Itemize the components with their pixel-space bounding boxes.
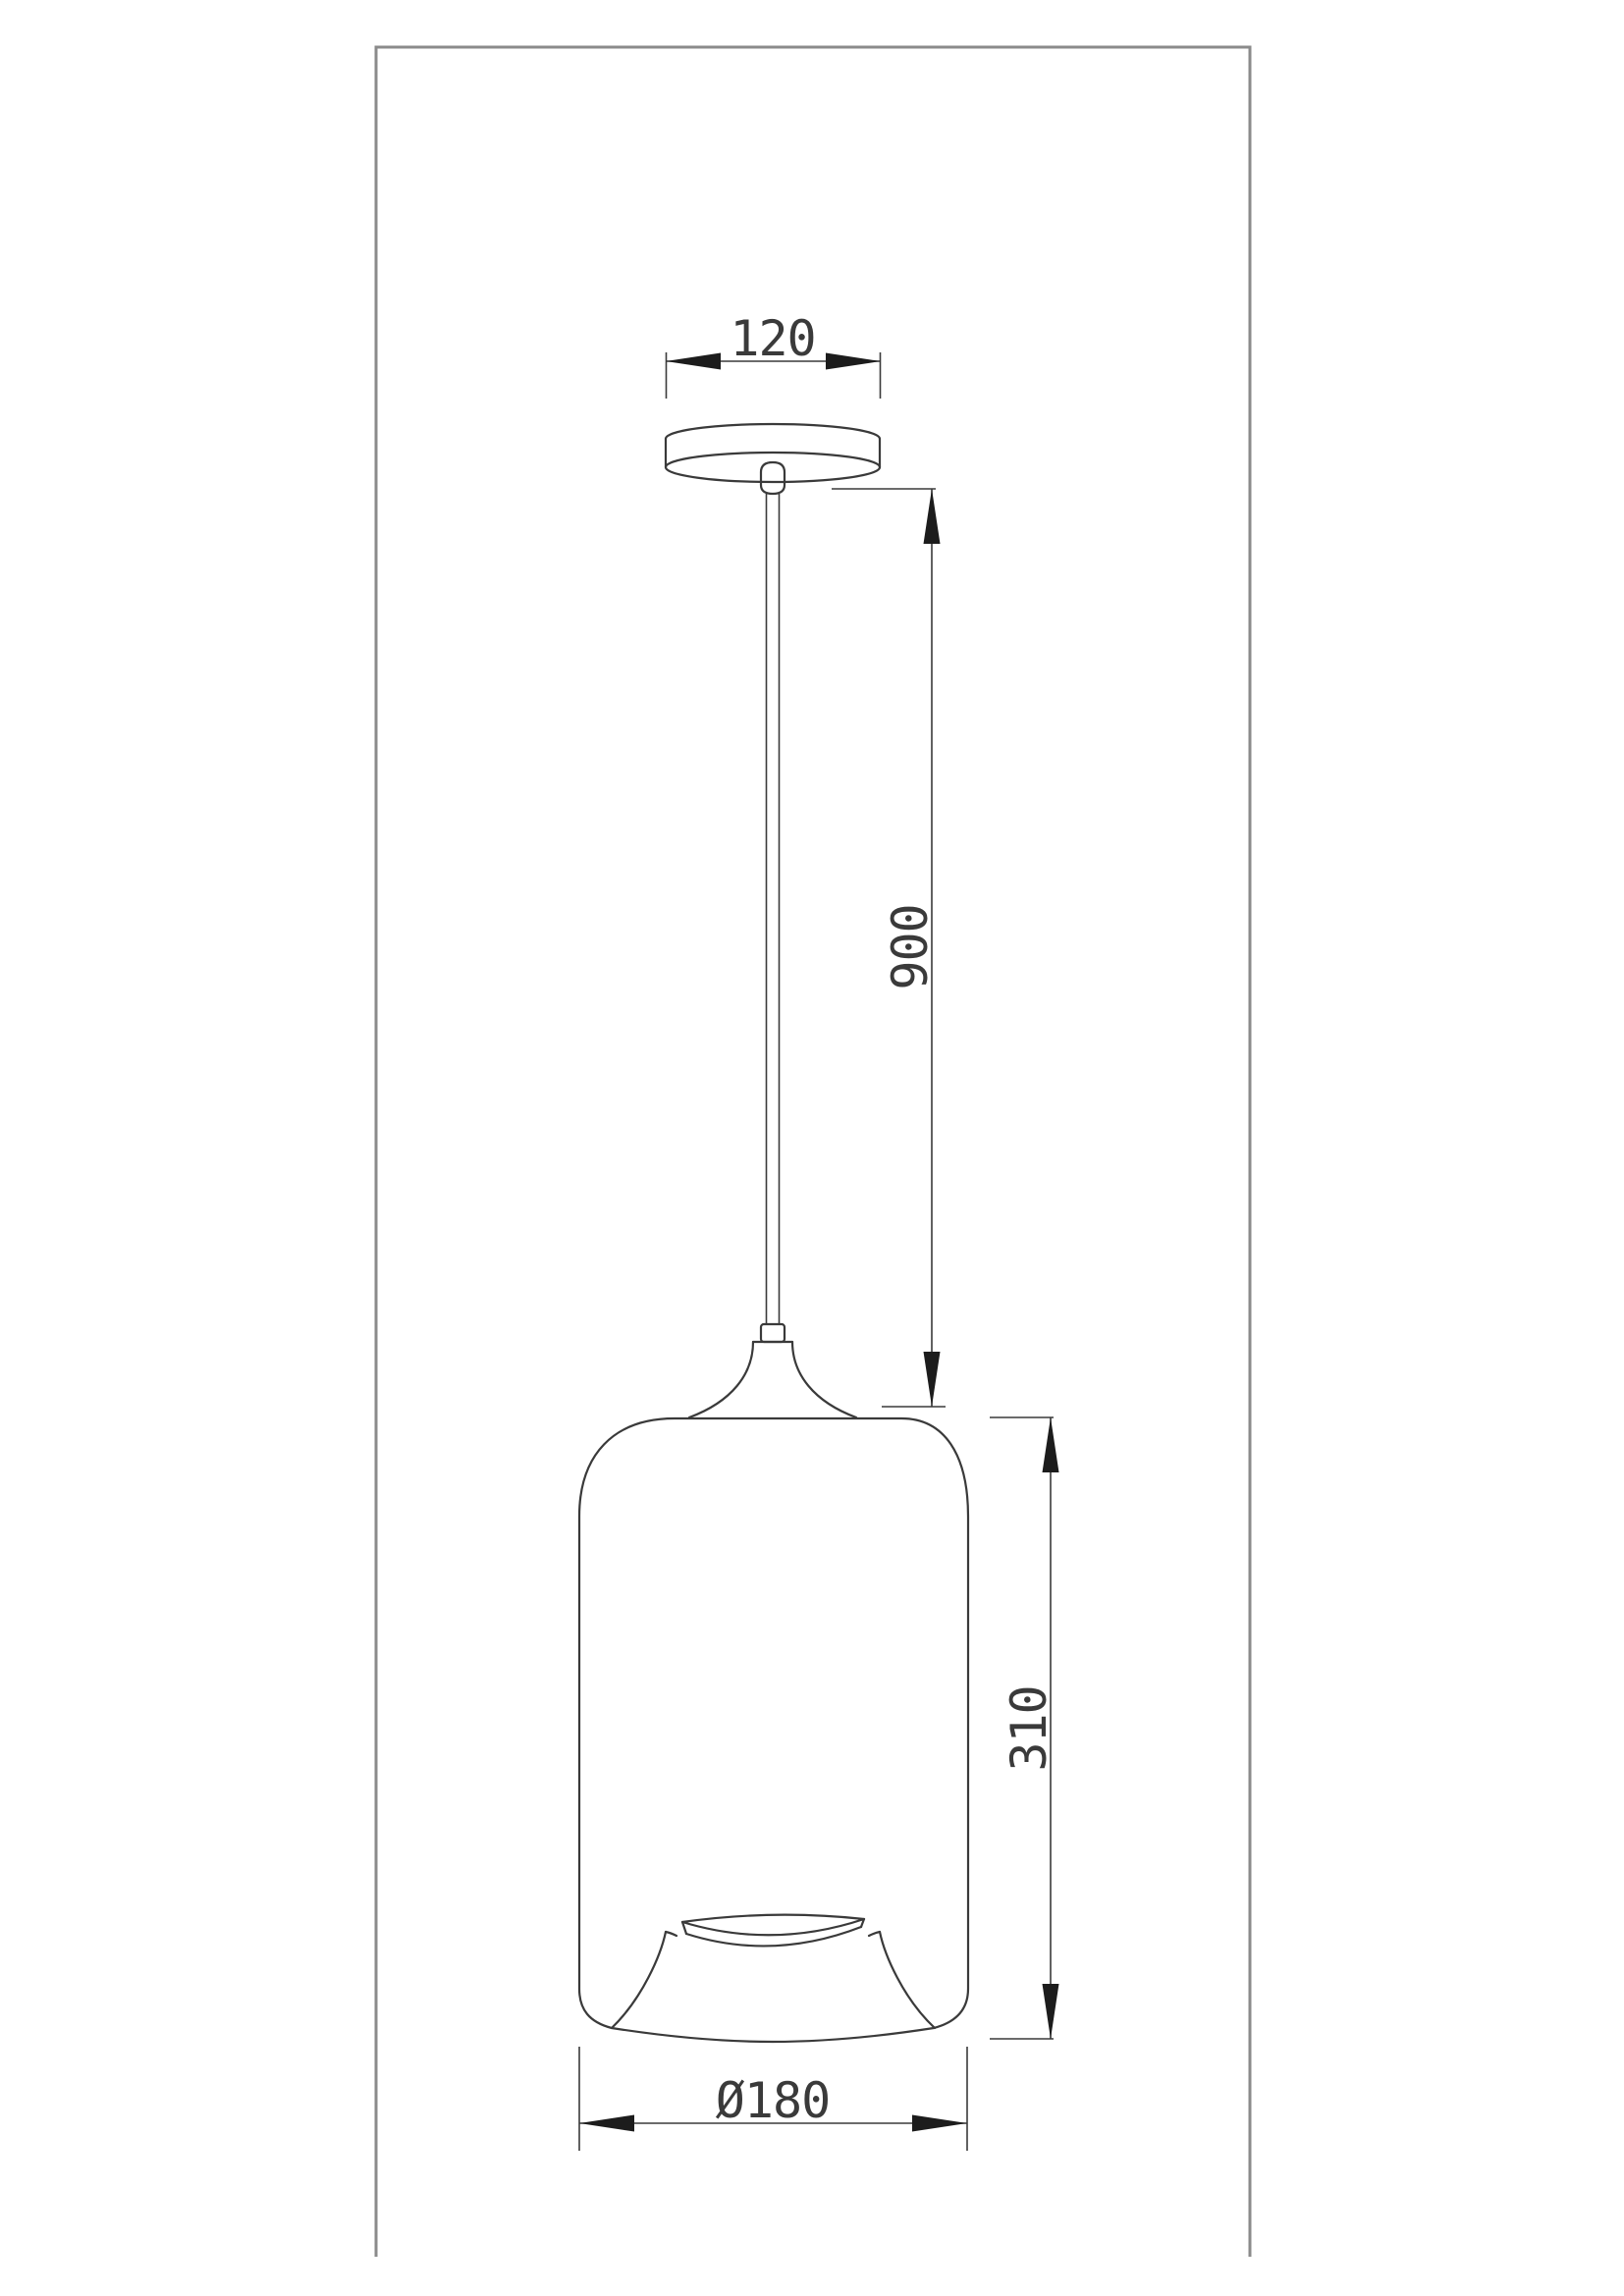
dimension-label-canopy-width: 120 (730, 310, 816, 367)
arrowhead-right (826, 353, 881, 370)
glass-shade (579, 1418, 968, 2042)
inner-bottom-wall-left (612, 1932, 666, 2028)
inner-bottom-wall-right (880, 1932, 935, 2028)
arrowhead-down (1043, 1984, 1059, 2039)
cone-left-flank (689, 1342, 753, 1417)
arrowhead-up (1043, 1417, 1059, 1472)
dish-front-rim-arc (682, 1919, 864, 1935)
arrowhead-right (912, 2115, 967, 2132)
sheet-frame (376, 47, 1250, 2257)
ceiling-canopy (666, 424, 880, 494)
suspension-cord (761, 494, 785, 1342)
arrowhead-left (579, 2115, 634, 2132)
arrowhead-up (924, 489, 941, 544)
dimension-cord-drop (832, 489, 946, 1407)
diffuser-dish (682, 1915, 864, 1947)
shade-outline (579, 1418, 968, 2042)
dimension-label-cord-drop: 900 (882, 904, 939, 990)
dish-back-rim-arc (682, 1915, 864, 1922)
dimension-shade-height (990, 1417, 1059, 2039)
dimension-label-shade-diameter: Ø180 (715, 2072, 831, 2129)
canopy-top-arc (666, 424, 880, 439)
cone-right-flank (792, 1342, 856, 1417)
dimension-canopy-width (666, 310, 881, 399)
canopy-bottom-ellipse (666, 453, 880, 482)
arrowhead-left (666, 353, 721, 370)
dimension-shade-diameter (579, 2047, 967, 2151)
inner-bottom-wall-right-lip (869, 1932, 880, 1936)
cord-end-fitting (761, 1324, 785, 1342)
cord-grip (761, 462, 785, 494)
shade-neck-cone (689, 1342, 856, 1417)
inner-bottom-wall-left-lip (666, 1932, 677, 1936)
dimension-label-shade-height: 310 (1001, 1685, 1057, 1772)
arrowhead-down (924, 1352, 941, 1407)
